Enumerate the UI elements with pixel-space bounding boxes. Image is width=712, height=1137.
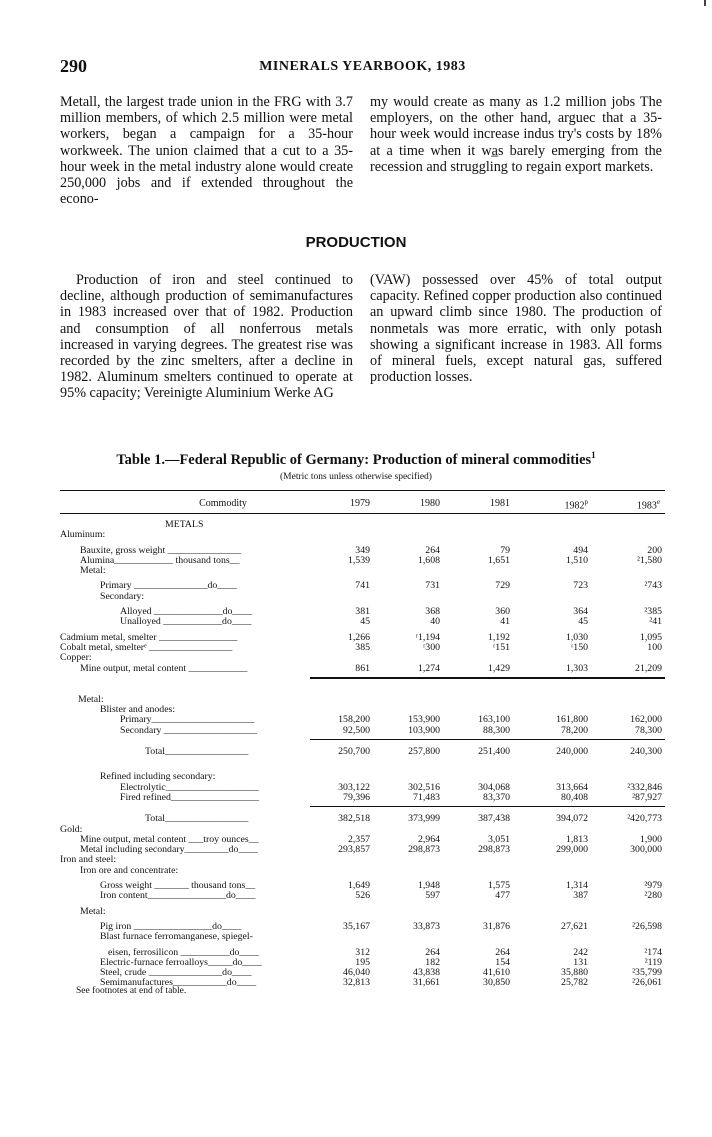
table-row xyxy=(60,592,665,602)
production-paragraph-left: Production of iron and steel continued to decline, although production of semimanufactures in 1983 increased over that of 1982. Production and consumption of all nonferrous metals increased in varying degrees. The greatest rise was recorded by the zinc smelters, after a decline in 1982. Aluminum smelters continued to operate at 95% capacity; Vereinigte Aluminium Werke AG xyxy=(60,272,353,402)
cell-value: 250,700 xyxy=(338,746,370,758)
cell-value: 3,051 xyxy=(487,833,510,845)
table-row xyxy=(60,566,665,576)
cell-value: ²119 xyxy=(644,956,662,968)
cell-value: 43,838 xyxy=(413,967,440,979)
cell-value: 1,948 xyxy=(417,880,440,892)
corner-mark xyxy=(704,0,706,6)
cell-value: 162,000 xyxy=(630,714,662,726)
row-label: Aluminum: xyxy=(60,529,106,541)
production-paragraph-right: (VAW) possessed over 45% of total output capacity. Refined copper production also continued an upward climb since 1980. The production of nonmetals was more erratic, with only potash showing a significant increase in 1983. All forms of mineral fuels, except natural gas, suffered production losses. xyxy=(370,272,662,386)
cell-value: ²41 xyxy=(649,616,662,628)
cell-value: ²979 xyxy=(644,880,662,892)
production-column-left xyxy=(60,272,353,402)
col-header-1980: 1980 xyxy=(420,498,440,509)
row-label: Secondary: xyxy=(100,590,145,602)
table-row xyxy=(60,845,665,855)
table-row xyxy=(60,617,665,627)
row-label: Electric-furnace ferroalloys_____do____ xyxy=(100,956,262,968)
row-label: Refined including secondary: xyxy=(100,771,216,783)
table-row xyxy=(60,814,665,824)
cell-value: 526 xyxy=(355,890,370,902)
cell-value: 153,900 xyxy=(408,714,440,726)
cell-value: 30,850 xyxy=(483,977,510,989)
cell-value: 387,438 xyxy=(478,813,510,825)
cell-value: 360 xyxy=(495,606,510,618)
cell-value: 368 xyxy=(425,606,440,618)
total-rule xyxy=(60,803,665,809)
cell-value: ʳ150 xyxy=(571,641,588,653)
cell-value: 382,518 xyxy=(338,813,370,825)
row-label: Iron ore and concentrate: xyxy=(80,864,179,876)
cell-value: 158,200 xyxy=(338,714,370,726)
cell-value: 182 xyxy=(425,956,440,968)
row-label: Secondary ___________________ xyxy=(120,724,257,736)
cell-value: 2,964 xyxy=(417,833,440,845)
cell-value: 21,209 xyxy=(635,662,662,674)
table-section-label xyxy=(60,520,665,530)
cell-value: 1,266 xyxy=(347,631,370,643)
cell-value: 313,664 xyxy=(556,781,588,793)
cell-value: 494 xyxy=(573,544,588,556)
row-label: Total_________________ xyxy=(145,746,249,758)
cell-value: 1,314 xyxy=(565,880,588,892)
cell-value: 1,030 xyxy=(565,631,588,643)
table-subtitle: (Metric tons unless otherwise specified) xyxy=(280,472,432,482)
table-body xyxy=(60,520,665,989)
cell-value: 723 xyxy=(573,580,588,592)
row-label: Metal: xyxy=(78,693,104,705)
cell-value: 298,873 xyxy=(478,844,510,856)
cell-value: ²420,773 xyxy=(627,813,662,825)
cell-value: 264 xyxy=(425,544,440,556)
row-label: Alloyed ______________do____ xyxy=(120,606,252,618)
cell-value: 1,900 xyxy=(639,833,662,845)
row-label: Copper: xyxy=(60,652,92,664)
cell-value: 364 xyxy=(573,606,588,618)
cell-value: 41 xyxy=(500,616,510,628)
cell-value: 741 xyxy=(355,580,370,592)
table-footnote: See footnotes at end of table. xyxy=(76,986,187,996)
row-label: Fired refined__________________ xyxy=(120,791,260,803)
row-label: Iron and steel: xyxy=(60,854,117,866)
row-label: Semimanufactures___________do____ xyxy=(100,977,257,989)
cell-value: ʳ1,194 xyxy=(415,631,440,643)
cell-value: ²174 xyxy=(644,946,662,958)
cell-value: 1,651 xyxy=(487,554,510,566)
cell-value: 1,274 xyxy=(417,662,440,674)
col-header-1983-flag: e xyxy=(656,498,660,506)
row-label: Metal including secondary_________do____ xyxy=(80,844,258,856)
cell-value: 1,095 xyxy=(639,631,662,643)
cell-value: 1,303 xyxy=(565,662,588,674)
commodities-table xyxy=(60,490,665,989)
cell-value: 242 xyxy=(573,946,588,958)
cell-value: 88,300 xyxy=(483,724,510,736)
cell-value: 25,782 xyxy=(561,977,588,989)
intro-column-right xyxy=(370,94,662,175)
cell-value: 163,100 xyxy=(478,714,510,726)
cell-value: ²1,580 xyxy=(637,554,662,566)
cell-value: 45 xyxy=(578,616,588,628)
table-title xyxy=(0,450,712,469)
intro-paragraph-right: my would create as many as 1.2 million jobs The employers, on the other hand, arguec that a 35-hour week would increase indus try's costs by 18% at a time when it wa̲s barely emerging from the recession and struggling to regain export markets. xyxy=(370,94,662,175)
cell-value: 1,429 xyxy=(487,662,510,674)
cell-value: 100 xyxy=(647,641,662,653)
cell-value: 79 xyxy=(500,544,510,556)
cell-value: 31,876 xyxy=(483,920,510,932)
table-row xyxy=(60,793,665,803)
intro-paragraph-left: Metall, the largest trade union in the FRG with 3.7 million members, of which 2.5 million were metal workers, began a campaign for a 35-hour workweek. The union claimed that a cut to a 35-hour week in the metal industry alone would create 250,000 jobs and if extended throughout the econo- xyxy=(60,94,353,208)
col-header-1982 xyxy=(520,498,588,511)
row-label: Mine output, metal content ___troy ounces__ xyxy=(80,833,259,845)
table-row xyxy=(60,530,665,540)
col-header-1983-year: 1983 xyxy=(636,500,657,512)
row-label: Gross weight _______ thousand tons__ xyxy=(100,880,256,892)
cell-value: 264 xyxy=(495,946,510,958)
production-column-right xyxy=(370,272,662,385)
row-label: Mine output, metal content ____________ xyxy=(80,662,248,674)
cell-value: 80,408 xyxy=(561,791,588,803)
row-label: Blister and anodes: xyxy=(100,704,176,716)
cell-value: ʳ300 xyxy=(423,641,440,653)
row-label: METALS xyxy=(165,519,204,530)
cell-value: 71,483 xyxy=(413,791,440,803)
cell-value: 300,000 xyxy=(630,844,662,856)
total-rule xyxy=(60,736,665,742)
cell-value: 477 xyxy=(495,890,510,902)
cell-value: 304,068 xyxy=(478,781,510,793)
table-header xyxy=(60,491,665,514)
cell-value: 41,610 xyxy=(483,967,510,979)
cell-value: 240,300 xyxy=(630,746,662,758)
cell-value: 131 xyxy=(573,956,588,968)
row-label: Metal: xyxy=(80,565,106,577)
cell-value: 46,040 xyxy=(343,967,370,979)
page-number: 290 xyxy=(60,56,87,76)
cell-value: ²26,061 xyxy=(632,977,662,989)
cell-value: 251,400 xyxy=(478,746,510,758)
cell-value: 302,516 xyxy=(408,781,440,793)
intro-column-left xyxy=(60,94,353,207)
cell-value: 32,813 xyxy=(343,977,370,989)
col-header-commodity: Commodity xyxy=(199,498,247,509)
row-label: Bauxite, gross weight _______________ xyxy=(80,544,242,556)
row-label: Total_________________ xyxy=(145,813,249,825)
cell-value: 195 xyxy=(355,956,370,968)
cell-value: 78,300 xyxy=(635,724,662,736)
cell-value: ʳ151 xyxy=(493,641,510,653)
cell-value: ²332,846 xyxy=(627,781,662,793)
cell-value: ²280 xyxy=(644,890,662,902)
cell-value: 35,880 xyxy=(561,967,588,979)
row-label: Cobalt metal, smelterᵉ _________________ xyxy=(60,641,233,653)
table-title-text: Table 1.—Federal Republic of Germany: Production of mineral commodities xyxy=(116,451,592,468)
col-header-1982-year: 1982 xyxy=(564,500,585,512)
table-row xyxy=(60,581,665,591)
cell-value: ²35,799 xyxy=(632,967,662,979)
cell-value: 385 xyxy=(355,641,370,653)
cell-value: 40 xyxy=(430,616,440,628)
row-label: Iron content________________do____ xyxy=(100,890,256,902)
row-label: Gold: xyxy=(60,823,83,835)
cell-value: 373,999 xyxy=(408,813,440,825)
section-heading: PRODUCTION xyxy=(305,234,407,251)
cell-value: 161,800 xyxy=(556,714,588,726)
cell-value: 729 xyxy=(495,580,510,592)
cell-value: 1,649 xyxy=(347,880,370,892)
cell-value: 257,800 xyxy=(408,746,440,758)
col-header-1983 xyxy=(590,498,660,511)
row-label: Steel, crude _______________do____ xyxy=(100,967,252,979)
cell-value: 83,370 xyxy=(483,791,510,803)
cell-value: 1,539 xyxy=(347,554,370,566)
row-label: Unalloyed ____________do____ xyxy=(120,616,252,628)
cell-value: 1,813 xyxy=(565,833,588,845)
row-label: Alumina____________ thousand tons__ xyxy=(80,554,240,566)
table-row xyxy=(60,932,665,942)
cell-value: 2,357 xyxy=(347,833,370,845)
cell-value: 31,661 xyxy=(413,977,440,989)
cell-value: 103,900 xyxy=(408,724,440,736)
cell-value: 1,510 xyxy=(565,554,588,566)
cell-value: 1,608 xyxy=(417,554,440,566)
cell-value: 240,000 xyxy=(556,746,588,758)
cell-value: 299,000 xyxy=(556,844,588,856)
cell-value: 731 xyxy=(425,580,440,592)
col-header-1979: 1979 xyxy=(350,498,370,509)
cell-value: 597 xyxy=(425,890,440,902)
cell-value: 264 xyxy=(425,946,440,958)
cell-value: 394,072 xyxy=(556,813,588,825)
table-title-note: 1 xyxy=(591,450,596,460)
col-header-1982-flag: p xyxy=(584,498,588,506)
cell-value: 381 xyxy=(355,606,370,618)
table-row xyxy=(60,726,665,736)
cell-value: 293,857 xyxy=(338,844,370,856)
cell-value: 27,621 xyxy=(561,920,588,932)
cell-value: 312 xyxy=(355,946,370,958)
row-label: Pig iron ________________do____ xyxy=(100,920,242,932)
cell-value: 35,167 xyxy=(343,920,370,932)
cell-value: 45 xyxy=(360,616,370,628)
cell-value: ²385 xyxy=(644,606,662,618)
cell-value: 1,192 xyxy=(487,631,510,643)
cell-value: ²26,598 xyxy=(632,920,662,932)
cell-value: 79,396 xyxy=(343,791,370,803)
row-label: Electrolytic___________________ xyxy=(120,781,259,793)
cell-value: 861 xyxy=(355,662,370,674)
cell-value: 298,873 xyxy=(408,844,440,856)
table-row xyxy=(60,556,665,566)
table-divider xyxy=(60,674,665,680)
cell-value: 78,200 xyxy=(561,724,588,736)
table-row xyxy=(60,866,665,876)
cell-value: 154 xyxy=(495,956,510,968)
row-label: Primary _______________do____ xyxy=(100,580,237,592)
cell-value: 200 xyxy=(647,544,662,556)
table-row xyxy=(60,664,665,674)
page-header xyxy=(60,56,665,78)
cell-value: ²87,927 xyxy=(632,791,662,803)
row-label: eisen, ferrosilicon __________do____ xyxy=(108,946,260,958)
cell-value: 33,873 xyxy=(413,920,440,932)
table-row xyxy=(60,747,665,757)
table-row xyxy=(60,643,665,653)
cell-value: 303,122 xyxy=(338,781,370,793)
cell-value: 387 xyxy=(573,890,588,902)
row-label: Metal: xyxy=(80,905,106,917)
cell-value: ²743 xyxy=(644,580,662,592)
col-header-1981: 1981 xyxy=(490,498,510,509)
table-row xyxy=(60,907,665,917)
cell-value: 349 xyxy=(355,544,370,556)
row-label: Primary_____________________ xyxy=(120,714,255,726)
row-label: Blast furnace ferromanganese, spiegel- xyxy=(100,931,253,943)
running-title: MINERALS YEARBOOK, 1983 xyxy=(259,59,466,74)
table-row xyxy=(60,891,665,901)
cell-value: 1,575 xyxy=(487,880,510,892)
cell-value: 92,500 xyxy=(343,724,370,736)
row-label: Cadmium metal, smelter ________________ xyxy=(60,631,238,643)
